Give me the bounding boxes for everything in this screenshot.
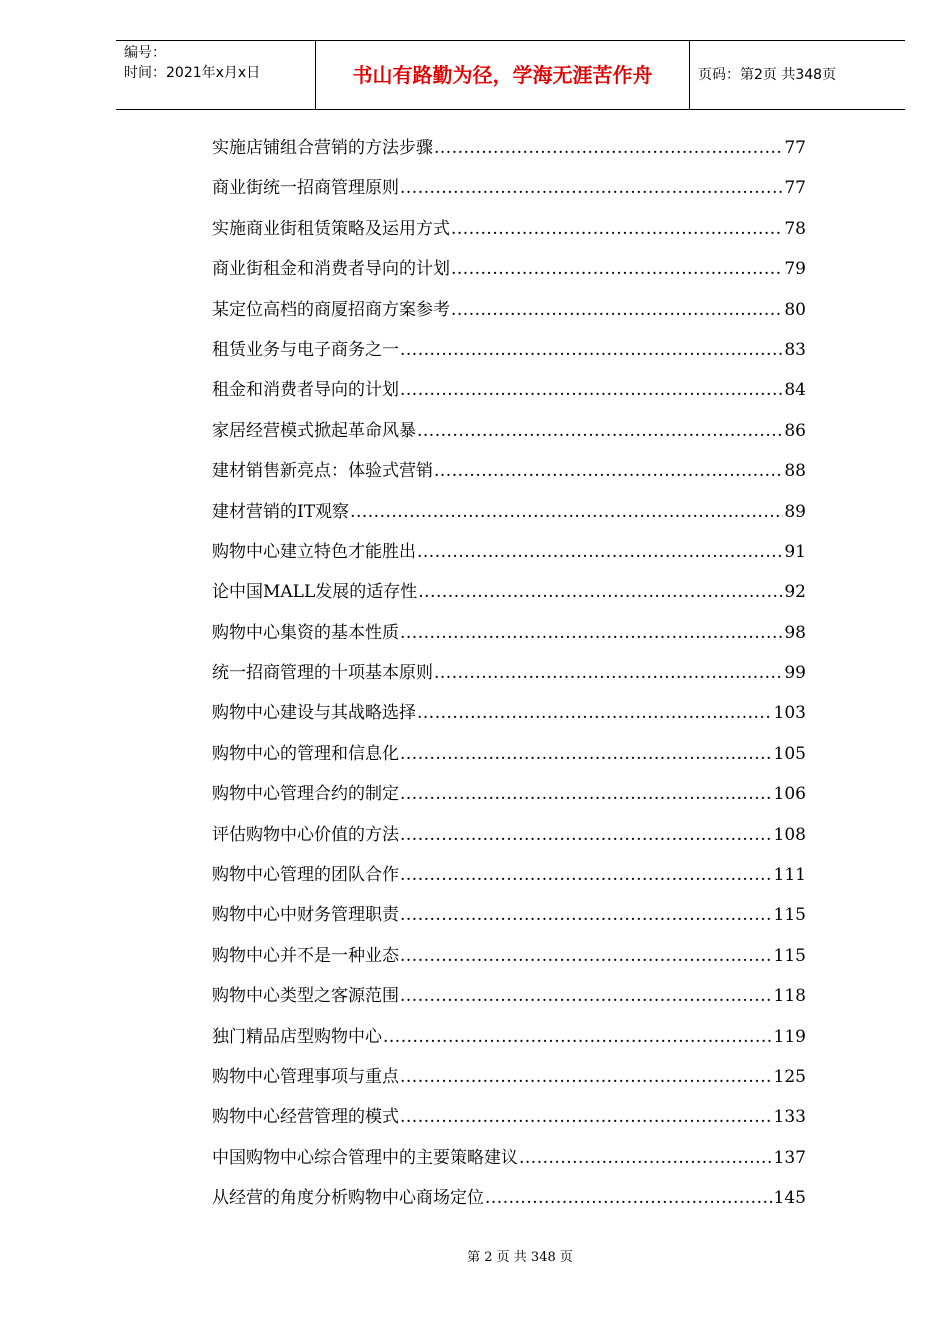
toc-leader-dots [400, 1057, 773, 1097]
toc-entry-title: 购物中心的管理和信息化 [212, 743, 399, 764]
number-label: 编号： [124, 45, 166, 61]
toc-entry-title: 实施商业街租赁策略及运用方式 [212, 218, 450, 239]
toc-entry-title: 购物中心管理事项与重点 [212, 1066, 399, 1087]
toc-leader-dots [400, 895, 773, 935]
toc-entry[interactable] [212, 1178, 806, 1218]
toc-entry-page-number: 80 [784, 299, 806, 320]
toc-entry[interactable] [212, 330, 806, 370]
toc-entry[interactable] [212, 895, 806, 935]
toc-entry-title: 实施店铺组合营销的方法步骤 [212, 138, 433, 158]
toc-entry-page-number: 79 [784, 259, 806, 280]
toc-entry-title: 购物中心经营管理的模式 [212, 1107, 399, 1128]
toc-entry-page-number: 115 [773, 945, 806, 966]
toc-entry-page-number: 98 [784, 622, 806, 643]
toc-entry[interactable] [212, 1138, 806, 1178]
toc-leader-dots [417, 693, 773, 733]
toc-entry-title: 购物中心集资的基本性质 [212, 622, 399, 643]
toc-entry-page-number: 89 [784, 501, 806, 522]
toc-leader-dots [400, 613, 783, 653]
toc-entry-title: 商业街租金和消费者导向的计划 [212, 259, 450, 280]
toc-entry[interactable] [212, 693, 806, 733]
toc-leader-dots [417, 411, 783, 451]
toc-entry-page-number: 105 [773, 743, 806, 764]
toc-entry-page-number: 108 [773, 824, 806, 845]
toc-entry-title: 建材营销的IT观察 [212, 501, 350, 522]
toc-leader-dots [451, 249, 783, 289]
toc-entry-page-number: 103 [773, 703, 806, 724]
toc-entry[interactable] [212, 370, 806, 410]
toc-entry-page-number: 86 [784, 420, 806, 441]
toc-entry-title: 从经营的角度分析购物中心商场定位 [212, 1188, 484, 1209]
toc-leader-dots [400, 168, 783, 208]
time-label: 时间：2021年x月x日 [124, 65, 261, 81]
toc-leader-dots [400, 936, 773, 976]
toc-entry[interactable] [212, 128, 806, 168]
toc-entry-page-number: 115 [773, 905, 806, 926]
toc-entry-title: 建材销售新亮点：体验式营销 [212, 461, 433, 482]
toc-entry[interactable] [212, 492, 806, 532]
toc-entry-page-number: 92 [784, 582, 806, 603]
toc-entry-title: 某定位高档的商厦招商方案参考 [212, 299, 450, 320]
toc-entry-page-number: 133 [773, 1107, 806, 1128]
toc-entry[interactable] [212, 451, 806, 491]
toc-entry[interactable] [212, 1097, 806, 1137]
toc-entry[interactable] [212, 168, 806, 208]
toc-entry-title: 论中国MALL发展的适存性 [212, 582, 418, 603]
page-footer: 第 2 页 共 348 页 [467, 1250, 573, 1265]
toc-leader-dots [400, 330, 783, 370]
table-of-contents [212, 128, 806, 1219]
toc-leader-dots [434, 128, 783, 168]
toc-entry[interactable] [212, 734, 806, 774]
toc-entry[interactable] [212, 976, 806, 1016]
header-meta [124, 43, 314, 83]
toc-entry-page-number: 78 [784, 218, 806, 239]
toc-entry-title: 租赁业务与电子商务之一 [212, 339, 399, 360]
toc-entry-title: 购物中心并不是一种业态 [212, 945, 399, 966]
toc-entry[interactable] [212, 936, 806, 976]
toc-entry-title: 购物中心中财务管理职责 [212, 905, 399, 926]
toc-entry-page-number: 77 [784, 178, 806, 199]
toc-entry[interactable] [212, 209, 806, 249]
toc-leader-dots [400, 774, 773, 814]
toc-entry[interactable] [212, 1057, 806, 1097]
toc-entry[interactable] [212, 774, 806, 814]
toc-leader-dots [519, 1138, 773, 1178]
toc-leader-dots [400, 370, 783, 410]
toc-entry[interactable] [212, 411, 806, 451]
toc-entry-page-number: 91 [784, 541, 806, 562]
toc-leader-dots [350, 492, 783, 532]
toc-entry-title: 统一招商管理的十项基本原则 [212, 663, 433, 684]
toc-leader-dots [485, 1178, 773, 1218]
toc-entry-title: 评估购物中心价值的方法 [212, 824, 399, 845]
toc-entry-page-number: 84 [784, 380, 806, 401]
toc-entry[interactable] [212, 249, 806, 289]
toc-entry[interactable] [212, 1017, 806, 1057]
header-divider [689, 41, 690, 109]
toc-leader-dots [451, 209, 783, 249]
toc-entry-page-number: 118 [773, 986, 806, 1007]
toc-entry-title: 购物中心类型之客源范围 [212, 986, 399, 1007]
toc-entry[interactable] [212, 290, 806, 330]
toc-entry[interactable] [212, 855, 806, 895]
toc-leader-dots [400, 1097, 773, 1137]
toc-entry-title: 购物中心建立特色才能胜出 [212, 541, 416, 562]
toc-leader-dots [400, 734, 773, 774]
toc-entry-title: 商业街统一招商管理原则 [212, 178, 399, 199]
toc-entry-title: 家居经营模式掀起革命风暴 [212, 420, 416, 441]
toc-entry[interactable] [212, 572, 806, 612]
toc-entry[interactable] [212, 532, 806, 572]
toc-entry-page-number: 111 [773, 865, 806, 886]
toc-entry-page-number: 83 [784, 339, 806, 360]
toc-entry-page-number: 106 [773, 784, 806, 805]
page-header [116, 40, 905, 110]
toc-leader-dots [434, 653, 783, 693]
toc-entry-title: 独门精品店型购物中心 [212, 1026, 382, 1047]
toc-leader-dots [383, 1017, 773, 1057]
toc-entry-page-number: 99 [784, 663, 806, 684]
toc-leader-dots [400, 976, 773, 1016]
toc-leader-dots [451, 290, 783, 330]
header-motto: 书山有路勤为径，学海无涯苦作舟 [352, 63, 653, 87]
toc-leader-dots [434, 451, 783, 491]
toc-entry-page-number: 125 [773, 1066, 806, 1087]
toc-entry-title: 租金和消费者导向的计划 [212, 380, 399, 401]
toc-entry[interactable] [212, 653, 806, 693]
toc-entry-page-number: 145 [773, 1188, 806, 1209]
toc-entry-title: 购物中心管理的团队合作 [212, 865, 399, 886]
toc-entry[interactable] [212, 613, 806, 653]
toc-entry-page-number: 88 [784, 461, 806, 482]
toc-entry-page-number: 119 [773, 1026, 806, 1047]
toc-leader-dots [417, 532, 783, 572]
toc-entry-page-number: 77 [784, 138, 806, 158]
toc-entry-title: 购物中心管理合约的制定 [212, 784, 399, 805]
header-page-info: 页码：第2页 共348页 [698, 67, 837, 83]
toc-entry-title: 购物中心建设与其战略选择 [212, 703, 416, 724]
toc-leader-dots [400, 855, 773, 895]
toc-entry[interactable] [212, 815, 806, 855]
toc-entry-page-number: 137 [773, 1147, 806, 1168]
toc-entry-title: 中国购物中心综合管理中的主要策略建议 [212, 1147, 518, 1168]
toc-leader-dots [400, 815, 773, 855]
toc-leader-dots [418, 572, 783, 612]
